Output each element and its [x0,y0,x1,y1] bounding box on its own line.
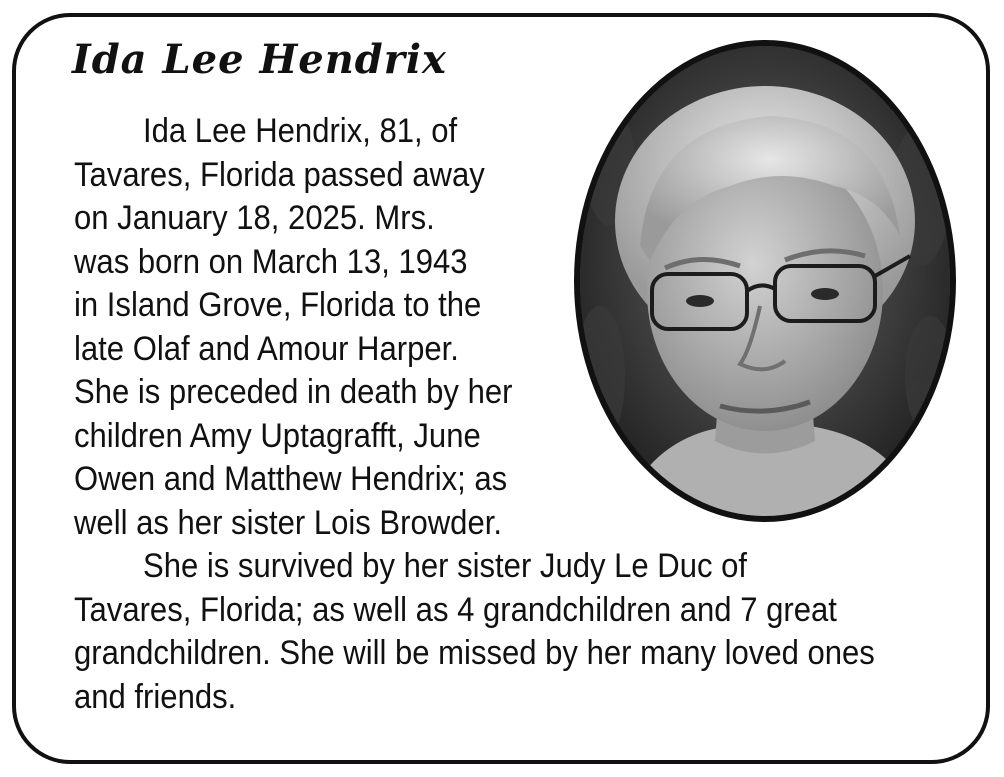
text-line: late Olaf and Amour Harper. [74,329,459,368]
portrait-illustration [580,46,950,516]
text-line: Tavares, Florida passed away [74,155,485,194]
text-line: She is survived by her sister Judy Le Duc of [74,547,748,585]
text-line: and friends. [74,677,237,716]
text-line: well as her sister Lois Browder. [74,503,502,542]
portrait-photo [574,40,956,522]
text-line: in Island Grove, Florida to the [74,286,482,324]
text-line: Tavares, Florida; as well as 4 grandchildren and 7 great [74,590,837,629]
obituary-paragraph-2 [74,545,875,719]
deceased-name: Ida Lee Hendrix [72,36,447,83]
text-line: on January 18, 2025. Mrs. [74,199,435,237]
text-line: Ida Lee Hendrix, 81, of [74,112,458,150]
text-line: children Amy Uptagrafft, June [74,416,481,455]
text-line: was born on March 13, 1943 [74,242,468,281]
text-line: She is preceded in death by her [74,373,513,411]
text-line: Owen and Matthew Hendrix; as [74,460,508,498]
text-line: grandchildren. She will be missed by her many loved ones [74,634,875,672]
obituary-paragraph-1 [74,110,512,545]
